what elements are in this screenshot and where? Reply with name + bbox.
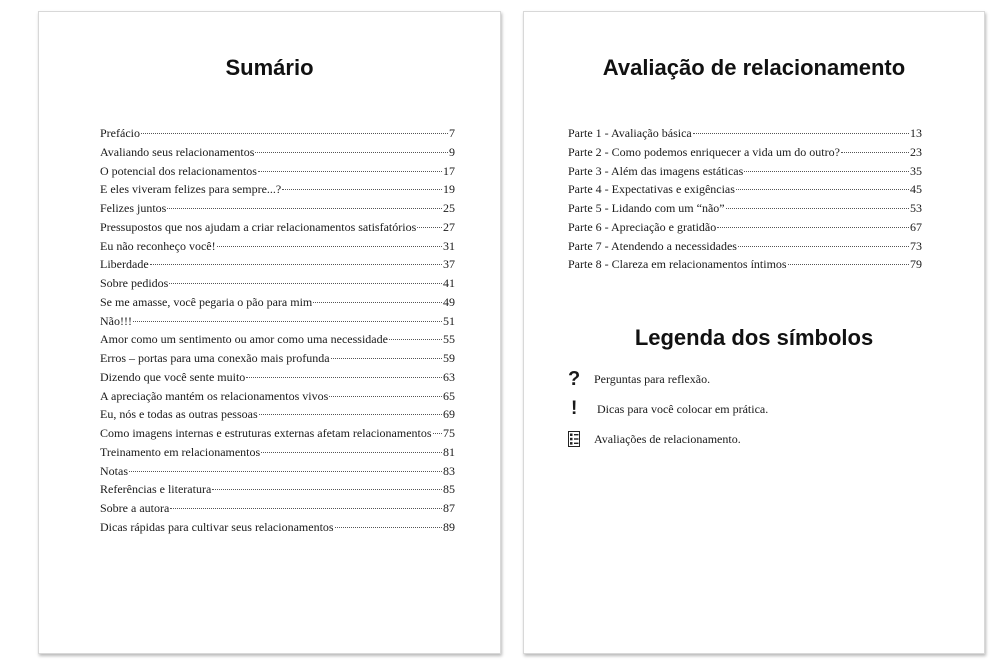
toc-entry [100,143,455,162]
toc-entry-title: Parte 6 - Apreciação e gratidão [568,219,717,234]
dot-leader [693,133,909,134]
dot-leader [738,246,909,247]
toc-entry [100,237,455,256]
toc-entry [568,199,922,218]
toc-entry-title: Sobre a autora [100,501,170,515]
dot-leader [744,171,909,172]
toc-entry-page: 65 [443,388,455,403]
toc-entry-title: Parte 4 - Expectativas e exigências [568,182,735,197]
toc-entry-page: 69 [443,407,455,422]
toc-entry [568,237,922,256]
toc-entry-title: Avaliando seus relacionamentos [100,144,255,159]
toc-entry-title: Sobre pedidos [100,276,169,290]
toc-entry-title: O potencial dos relacionamentos [100,163,257,178]
toc-entry-page: 45 [910,182,922,197]
toc-entry-title: Amor como um sentimento ou amor como uma necessidade [100,332,388,347]
toc-entry-page: 41 [443,276,455,290]
toc-entry-page: 89 [443,519,455,534]
toc-entry-title: Parte 8 - Clareza em relacionamentos íntimos [568,257,787,272]
toc-entry [100,199,455,218]
toc-entry-title: Como imagens internas e estruturas externas afetam relacionamentos [100,426,432,440]
toc-entry [568,124,922,143]
toc-entry [100,518,455,537]
toc-entry-page: 35 [910,163,922,178]
toc-list [100,124,455,537]
dot-leader [313,302,442,303]
toc-entry-title: Treinamento em relacionamentos [100,444,261,459]
toc-entry-title: E eles viveram felizes para sempre...? [100,182,282,197]
evaluation-list [568,124,922,274]
toc-entry [100,274,455,293]
dot-leader [217,246,442,247]
toc-entry-page: 25 [443,201,455,215]
toc-entry-page: 67 [910,219,922,234]
dot-leader [717,227,909,228]
toc-entry-page: 13 [910,126,922,140]
toc-entry-title: Dicas rápidas para cultivar seus relacionamentos [100,519,334,534]
toc-entry-page: 85 [443,482,455,497]
evaluation-page [523,11,985,654]
toc-entry-title: Parte 2 - Como podemos enriquecer a vida um do outro? [568,144,840,159]
toc-entry-page: 9 [449,144,455,159]
toc-entry [100,330,455,349]
toc-entry-title: Parte 7 - Atendendo a necessidades [568,238,737,253]
legend-item-label: Perguntas para reflexão. [594,371,711,386]
toc-entry-page: 75 [443,426,455,440]
toc-entry-page: 53 [910,201,922,215]
toc-entry [100,443,455,462]
toc-entry-page: 79 [910,257,922,272]
dot-leader [167,208,442,209]
dot-leader [259,414,442,415]
evaluation-title: Avaliação de relacionamento [602,55,906,80]
evaluation-checklist-icon [568,431,590,447]
dot-leader [331,358,442,359]
toc-entry-title: Referências e literatura [100,482,212,497]
toc-entry [100,368,455,387]
toc-entry-title: Liberdade [100,257,149,272]
toc-entry-title: Se me amasse, você pegaria o pão para mim [100,294,313,309]
toc-entry [568,143,922,162]
dot-leader [788,264,909,265]
toc-entry-page: 19 [443,182,455,197]
dot-leader [212,489,442,490]
toc-entry-page: 55 [443,332,455,347]
dot-leader [255,152,448,153]
toc-entry-page: 63 [443,369,455,384]
dot-leader [170,508,442,509]
toc-entry [100,480,455,499]
toc-entry [100,312,455,331]
toc-entry-page: 27 [443,219,455,234]
toc-entry-title: Parte 5 - Lidando com um “não” [568,201,725,215]
toc-entry [100,405,455,424]
toc-entry-page: 37 [443,257,455,272]
legend-item-questions [568,364,768,394]
toc-entry [100,349,455,368]
toc-entry [568,162,922,181]
legend-item-tips [568,394,768,424]
dot-leader [129,471,442,472]
dot-leader [389,339,442,340]
toc-entry-page: 23 [910,144,922,159]
toc-entry-page: 49 [443,294,455,309]
dot-leader [141,133,448,134]
toc-entry [100,424,455,443]
toc-entry-title: Dizendo que você sente muito [100,369,246,384]
toc-entry-title: Erros – portas para uma conexão mais profunda [100,351,330,365]
dot-leader [335,527,442,528]
legend-item-evaluations [568,424,768,454]
dot-leader [246,377,442,378]
toc-entry [100,255,455,274]
question-mark-icon: ? [568,367,581,390]
toc-entry-page: 31 [443,238,455,253]
toc-entry [100,462,455,481]
toc-entry-page: 73 [910,238,922,253]
toc-title: Sumário [225,55,314,80]
exclamation-mark-icon: ! [571,398,578,419]
toc-entry-page: 81 [443,444,455,459]
dot-leader [433,433,442,434]
legend-item-label: Avaliações de relacionamento. [594,431,741,446]
dot-leader [841,152,909,153]
toc-entry-page: 83 [443,463,455,478]
toc-entry-title: Felizes juntos [100,201,167,215]
legend-title: Legenda dos símbolos [634,325,874,350]
toc-entry-title: Parte 3 - Além das imagens estáticas [568,163,744,178]
toc-entry-title: Notas [100,463,128,478]
dot-leader [150,264,442,265]
toc-entry [100,499,455,518]
dot-leader [258,171,442,172]
legend-item-label: Dicas para você colocar em prática. [597,401,769,416]
dot-leader [726,208,909,209]
toc-entry [100,162,455,181]
toc-entry-page: 87 [443,501,455,515]
dot-leader [261,452,442,453]
toc-entry [568,180,922,199]
toc-entry [568,255,922,274]
dot-leader [417,227,442,228]
toc-entry-title: Eu não reconheço você! [100,238,216,253]
symbol-legend [568,364,768,454]
toc-entry [100,180,455,199]
toc-entry-title: Prefácio [100,126,140,140]
toc-entry-title: Parte 1 - Avaliação básica [568,126,692,140]
dot-leader [282,189,442,190]
toc-entry-page: 17 [443,163,455,178]
toc-entry-page: 59 [443,351,455,365]
toc-entry [568,218,922,237]
dot-leader [736,189,909,190]
toc-entry-page: 7 [449,126,455,140]
toc-entry-title: Eu, nós e todas as outras pessoas [100,407,258,422]
toc-entry [100,218,455,237]
toc-entry [100,387,455,406]
toc-page [38,11,501,654]
toc-entry [100,293,455,312]
toc-entry-title: A apreciação mantém os relacionamentos vivos [100,388,329,403]
toc-entry-title: Pressupostos que nos ajudam a criar relacionamentos satisfatórios [100,219,417,234]
dot-leader [169,283,442,284]
dot-leader [133,321,442,322]
toc-entry [100,124,455,143]
toc-entry-page: 51 [443,313,455,328]
toc-entry-title: Não!!! [100,313,132,328]
dot-leader [329,396,442,397]
